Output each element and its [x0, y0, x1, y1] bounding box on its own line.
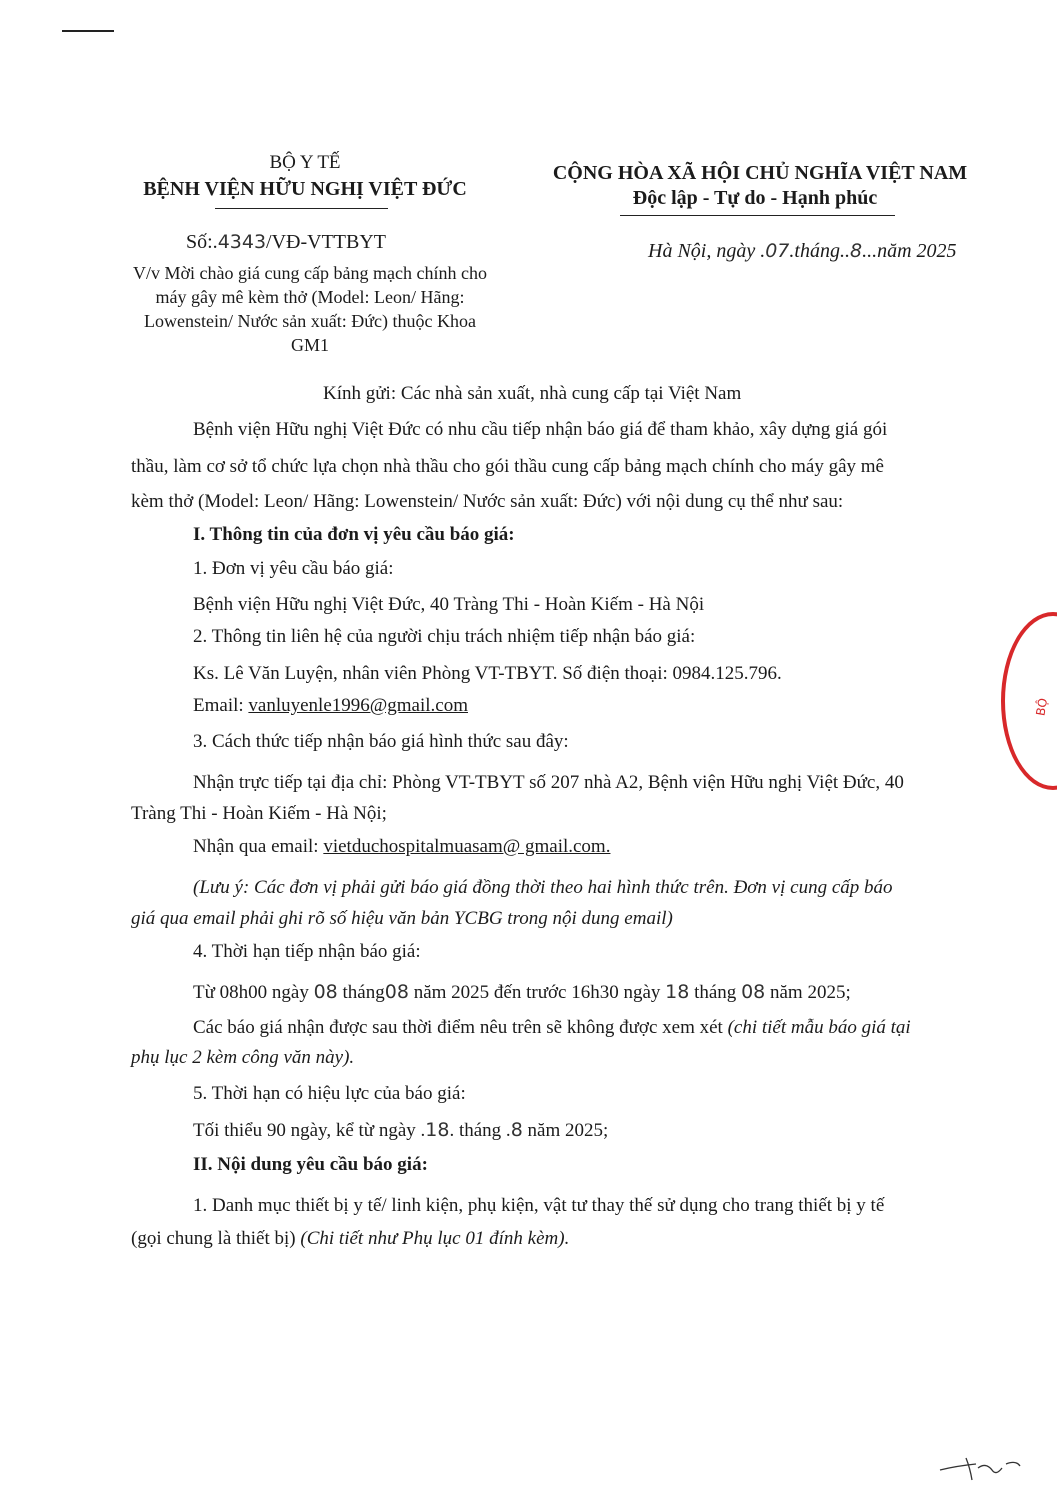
purchase-email-link[interactable]: vietduchospitalmuasam@ gmail.com.: [323, 836, 611, 857]
validity-text: năm 2025;: [522, 1120, 609, 1141]
note-line: (Lưu ý: Các đơn vị phải gửi báo giá đồng thời theo hai hình thức trên. Đơn vị cung cấp báo: [193, 877, 893, 898]
greeting: Kính gửi: Các nhà sản xuất, nhà cung cấp tại Việt Nam: [323, 383, 742, 404]
note-italic: (chi tiết mẫu báo giá tại: [727, 1017, 911, 1038]
period-text: năm 2025;: [765, 982, 851, 1003]
doc-number-suffix: /VĐ-VTTBYT: [266, 231, 387, 253]
period-text: Từ 08h00 ngày: [193, 982, 314, 1003]
date-mid: .tháng.: [789, 240, 845, 262]
note-line: giá qua email phải ghi rõ số hiệu văn bản YCBG trong nội dung email): [131, 908, 673, 929]
email-label: Email:: [193, 695, 249, 716]
hospital-underline: [215, 208, 388, 209]
section-2-italic: (Chi tiết như Phụ lục 01 đính kèm).: [300, 1228, 570, 1249]
intro-line: kèm thở (Model: Leon/ Hãng: Lowenstein/ Nước sản xuất: Đức) với nội dung cụ thể như sau:: [131, 491, 844, 512]
item-4-label: 4. Thời hạn tiếp nhận báo giá:: [193, 941, 421, 962]
validity-text: . tháng .: [449, 1120, 511, 1141]
date-month: 8: [849, 240, 863, 262]
motto-underline: [620, 215, 895, 216]
stamp-text: BỘ: [1033, 697, 1051, 717]
date-dots: .: [760, 240, 766, 262]
subject-line: Lowenstein/ Nước sản xuất: Đức) thuộc Khoa: [144, 311, 476, 331]
period-text: tháng: [337, 982, 385, 1003]
subject-line: V/v Mời chào giá cung cấp bảng mạch chính cho: [133, 263, 487, 283]
item-2-email-row: [193, 695, 468, 717]
date-prefix: Hà Nội, ngày: [648, 240, 761, 262]
subject-line: máy gây mê kèm thở (Model: Leon/ Hãng:: [155, 287, 465, 307]
email-label: Nhận qua email:: [193, 836, 324, 857]
validity-day: 18: [425, 1119, 450, 1141]
section-1-heading: I. Thông tin của đơn vị yêu cầu báo giá:: [193, 524, 515, 545]
validity-text: Tối thiểu 90 ngày, kể từ ngày .: [193, 1120, 426, 1141]
item-3-direct-line: Nhận trực tiếp tại địa chỉ: Phòng VT-TBYT số 207 nhà A2, Bệnh viện Hữu nghị Việt Đức, 40: [193, 772, 904, 793]
section-2-heading: II. Nội dung yêu cầu báo giá:: [193, 1154, 428, 1175]
contact-email-link[interactable]: vanluyenle1996@gmail.com: [248, 695, 468, 716]
hospital-name: BỆNH VIỆN HỮU NGHỊ VIỆT ĐỨC: [143, 178, 467, 200]
date-dots: .: [844, 240, 850, 262]
period-text: năm 2025 đến trước 16h30 ngày: [408, 982, 666, 1003]
section-2-item-line: [131, 1228, 569, 1250]
document-number: [186, 231, 386, 254]
scan-mark: [62, 30, 114, 32]
issue-date: [648, 240, 957, 263]
item-2-contact: Ks. Lê Văn Luyện, nhân viên Phòng VT-TBYT. Số điện thoại: 0984.125.796.: [193, 663, 782, 684]
item-2-label: 2. Thông tin liên hệ của người chịu trách nhiệm tiếp nhận báo giá:: [193, 626, 696, 647]
nation-title: CỘNG HÒA XÃ HỘI CHỦ NGHĨA VIỆT NAM: [552, 162, 968, 184]
doc-number-prefix: Số:.: [186, 231, 218, 253]
subject-block: [70, 261, 550, 357]
item-4-note: [193, 1017, 911, 1039]
item-1-value: Bệnh viện Hữu nghị Việt Đức, 40 Tràng Thi - Hoàn Kiếm - Hà Nội: [193, 594, 705, 615]
period-day-end: 18: [665, 981, 690, 1003]
date-suffix: ...năm 2025: [862, 240, 957, 262]
subject-line: GM1: [290, 335, 329, 355]
intro-line: Bệnh viện Hữu nghị Việt Đức có nhu cầu tiếp nhận báo giá để tham khảo, xây dựng giá gói: [193, 419, 888, 440]
doc-number-value: 4343: [217, 231, 267, 253]
nation-motto: Độc lập - Tự do - Hạnh phúc: [632, 187, 878, 209]
intro-line: thầu, làm cơ sở tổ chức lựa chọn nhà thầu cho gói thầu cung cấp bảng mạch chính cho máy gây mê: [131, 456, 884, 477]
ministry-name: BỘ Y TẾ: [269, 152, 341, 173]
section-2-item-line: 1. Danh mục thiết bị y tế/ linh kiện, phụ kiện, vật tư thay thế sử dụng cho trang thiết bị y tế: [193, 1195, 885, 1216]
date-day: 07: [765, 240, 790, 262]
period-month-end: 08: [741, 981, 766, 1003]
item-4-note-cont: phụ lục 2 kèm công văn này).: [131, 1047, 355, 1068]
item-5-validity: [193, 1119, 608, 1142]
note-text: Các báo giá nhận được sau thời điểm nêu trên sẽ không được xem xét: [193, 1017, 728, 1038]
item-3-direct-line: Tràng Thi - Hoàn Kiếm - Hà Nội;: [131, 803, 387, 824]
item-3-email-row: [193, 836, 610, 858]
period-day-start: 08: [313, 981, 338, 1003]
item-4-period: [193, 981, 851, 1004]
handwritten-initials: [936, 1448, 1026, 1484]
section-2-text: (gọi chung là thiết bị): [131, 1228, 301, 1249]
item-3-label: 3. Cách thức tiếp nhận báo giá hình thức sau đây:: [193, 731, 569, 752]
item-5-label: 5. Thời hạn có hiệu lực của báo giá:: [193, 1083, 466, 1104]
item-1-label: 1. Đơn vị yêu cầu báo giá:: [193, 558, 394, 579]
period-text: tháng: [689, 982, 742, 1003]
period-month-start: 08: [384, 981, 409, 1003]
validity-month: 8: [510, 1119, 523, 1141]
